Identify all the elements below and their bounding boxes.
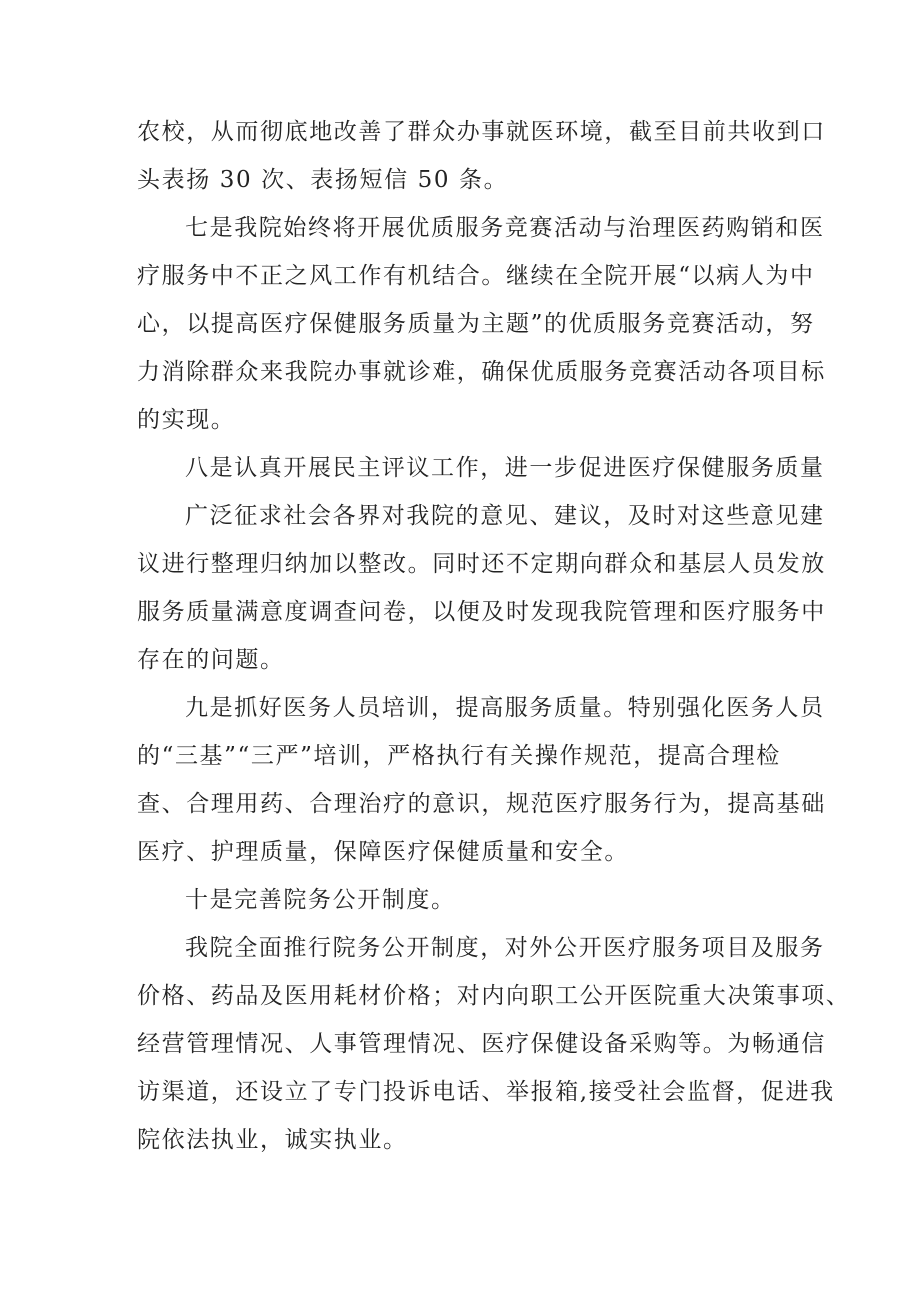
text-line: 力消除群众来我院办事就诊难，确保优质服务竞赛活动各项目标 [137, 359, 826, 385]
text-line: 疗服务中不正之风工作有机结合。继续在全院开展“以病人为中 [137, 263, 815, 289]
text-line: 心，以提高医疗保健服务质量为主题”的优质服务竞赛活动，努 [137, 311, 815, 337]
paragraph-first-line: 九是抓好医务人员培训，提高服务质量。特别强化医务人员 [185, 695, 825, 721]
text-line: 院依法执业，诚实执业。 [137, 1127, 408, 1153]
text-line: 服务质量满意度调查问卷，以便及时发现我院管理和医疗服务中 [137, 599, 826, 625]
text-line: 查、合理用药、合理治疗的意识，规范医疗服务行为，提高基础 [137, 791, 826, 817]
text-line: 农校，从而彻底地改善了群众办事就医环境，截至目前共收到口 [137, 119, 826, 145]
text-line: 价格、药品及医用耗材价格；对内向职工公开医院重大决策事项、 [137, 983, 851, 1009]
paragraph-first-line: 八是认真开展民主评议工作，进一步促进医疗保健服务质量 [185, 455, 825, 481]
paragraph-first-line: 广泛征求社会各界对我院的意见、建议，及时对这些意见建 [185, 503, 825, 529]
text-line: 的实现。 [137, 407, 236, 433]
text-line: 医疗、护理质量，保障医疗保健质量和安全。 [137, 839, 629, 865]
text-line: 存在的问题。 [137, 647, 285, 673]
paragraph-first-line: 七是我院始终将开展优质服务竞赛活动与治理医药购销和医 [185, 215, 825, 241]
text-line: 头表扬 30 次、表扬短信 50 条。 [137, 167, 509, 193]
paragraph-first-line: 十是完善院务公开制度。 [185, 887, 456, 913]
text-line: 议进行整理归纳加以整改。同时还不定期向群众和基层人员发放 [137, 551, 826, 577]
text-line: 经营管理情况、人事管理情况、医疗保健设备采购等。为畅通信 [137, 1031, 826, 1057]
paragraph-first-line: 我院全面推行院务公开制度，对外公开医疗服务项目及服务 [185, 935, 825, 961]
text-line: 访渠道，还设立了专门投诉电话、举报箱,接受社会监督，促进我 [137, 1079, 835, 1105]
text-line: 的“三基”“三严”培训，严格执行有关操作规范，提高合理检 [137, 743, 781, 769]
